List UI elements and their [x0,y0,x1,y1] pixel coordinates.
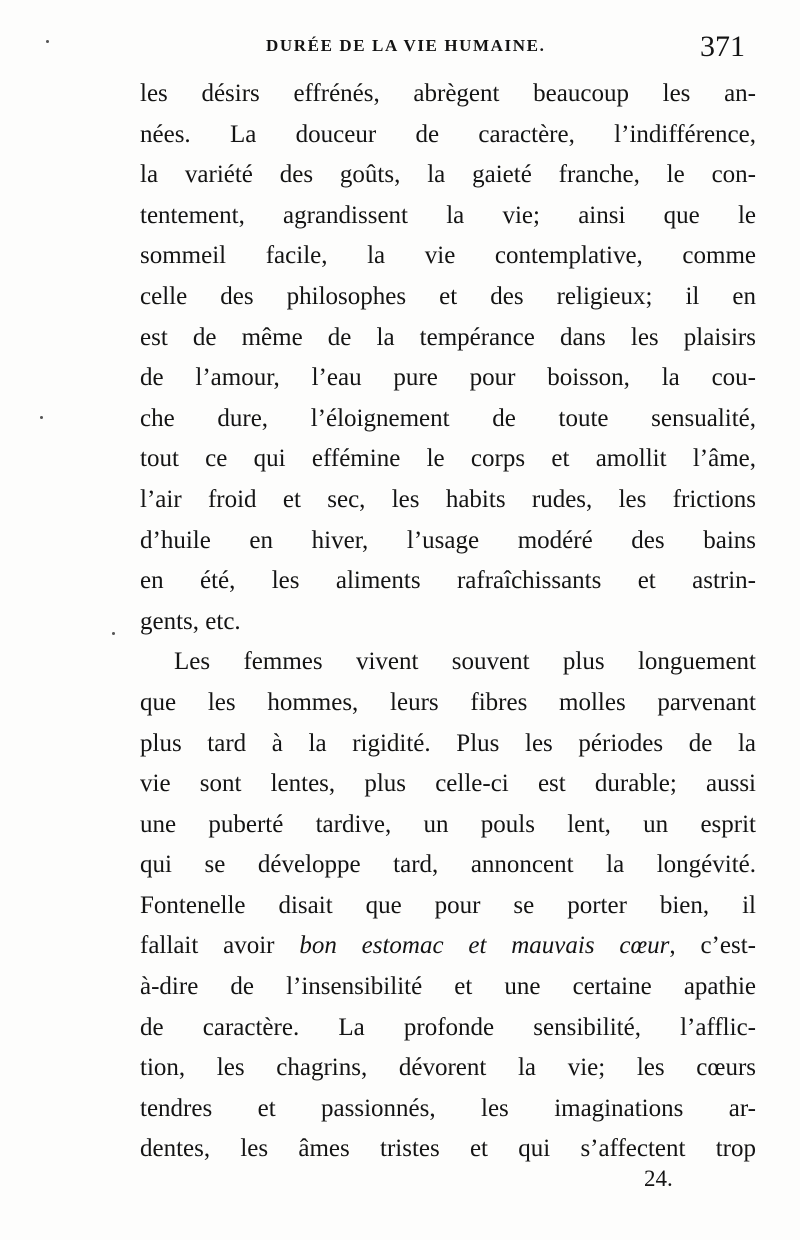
text-line: à-dire de l’insensibilité et une certaine apathie [140,973,756,1001]
text-line: celle des philosophes et des religieux; il en [140,282,756,310]
text-line-with-italic [140,926,756,967]
text-line: en été, les aliments rafraîchissants et astrin- [140,567,756,595]
text-line: une puberté tardive, un pouls lent, un esprit [140,810,756,838]
paper-speck [46,40,49,43]
text-line: qui se développe tard, annoncent la longévité. [140,851,756,879]
text-line: tendres et passionnés, les imaginations ar- [140,1094,756,1122]
text-line-paragraph-end: gents, etc. [140,607,241,635]
text-line: l’air froid et sec, les habits rudes, les frictions [140,485,756,513]
text-line: tentement, agrandissent la vie; ainsi que le [140,201,756,229]
text-line: vie sont lentes, plus celle-ci est durable; aussi [140,770,756,798]
text-line: dentes, les âmes tristes et qui s’affectent trop [140,1135,756,1163]
body-text [140,74,756,1170]
text-fragment: fallait avoir [140,932,300,960]
page-number: 371 [700,30,745,63]
text-line: sommeil facile, la vie contemplative, comme [140,242,756,270]
paper-speck [112,632,115,635]
signature-mark: 24. [644,1166,673,1191]
text-line: de l’amour, l’eau pure pour boisson, la cou- [140,364,756,392]
text-line: d’huile en hiver, l’usage modéré des bains [140,526,756,554]
text-line: tion, les chagrins, dévorent la vie; les cœurs [140,1054,756,1082]
text-line: la variété des goûts, la gaieté franche, le con- [140,161,756,189]
page-header [0,30,800,66]
text-line: plus tard à la rigidité. Plus les périodes de la [140,729,756,757]
text-line: tout ce qui effémine le corps et amollit l’âme, [140,445,756,473]
text-line: de caractère. La profonde sensibilité, l’afflic- [140,1013,756,1041]
text-line: che dure, l’éloignement de toute sensualité, [140,404,756,432]
text-line: Fontenelle disait que pour se porter bien, il [140,891,756,919]
text-line: les désirs effrénés, abrègent beaucoup les an- [140,80,756,107]
text-fragment: , c’est- [669,932,756,960]
text-line-paragraph-start: Les femmes vivent souvent plus longuement [174,648,756,676]
text-line: que les hommes, leurs fibres molles parvenant [140,688,756,716]
running-head: DURÉE DE LA VIE HUMAINE. [266,36,546,55]
paper-speck [40,416,43,419]
italic-quote: bon estomac et mauvais cœur [299,932,670,960]
text-line: nées. La douceur de caractère, l’indifférence, [140,120,756,148]
text-line: est de même de la tempérance dans les plaisirs [140,323,756,351]
